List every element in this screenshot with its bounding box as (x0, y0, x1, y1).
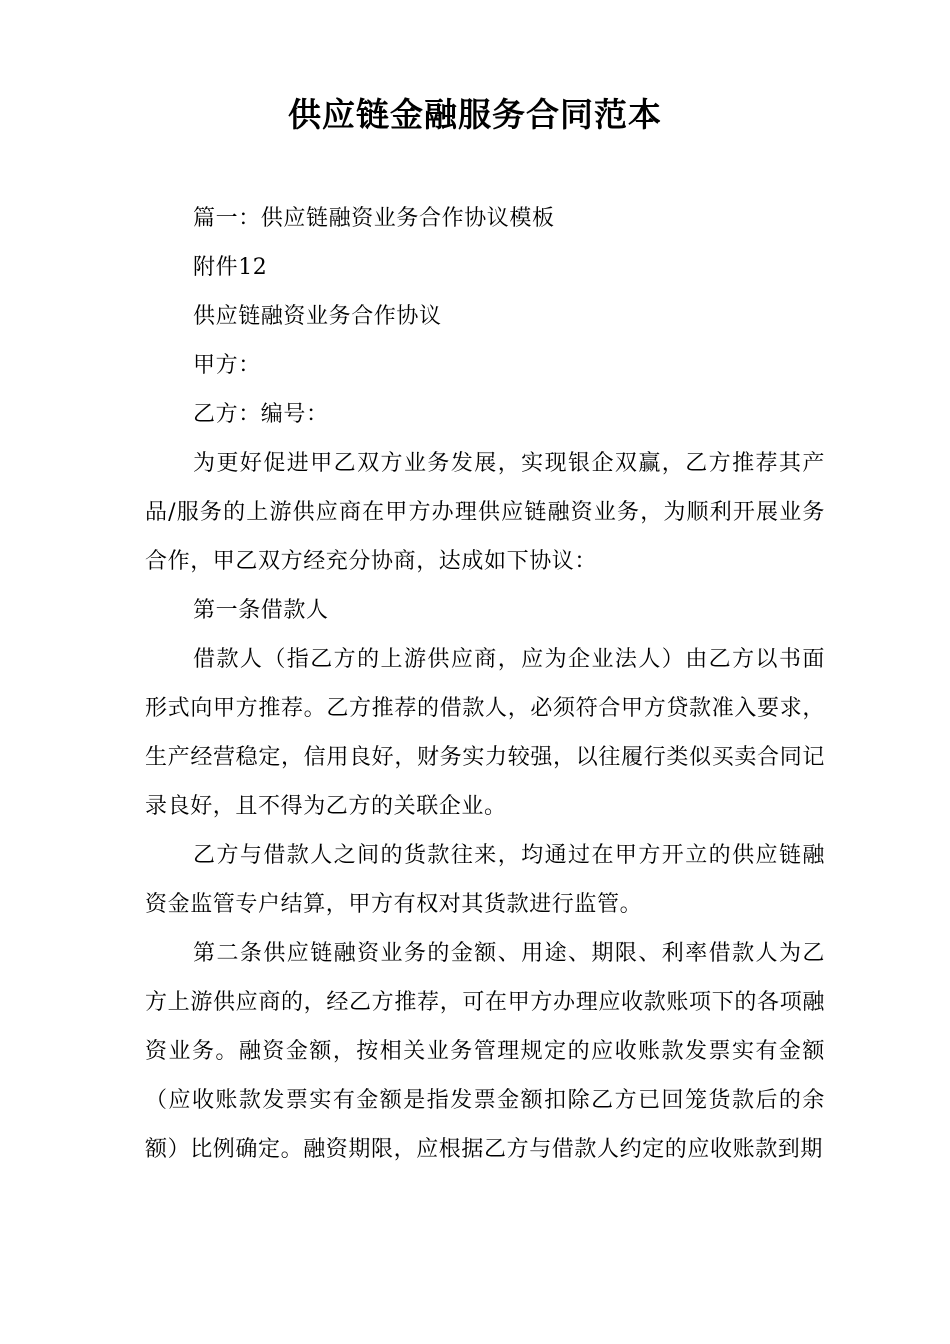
document-title: 供应链金融服务合同范本 (288, 95, 662, 134)
preamble-paragraph: 为更好促进甲乙双方业务发展，实现银企双赢，乙方推荐其产品/服务的上游供应商在甲方办理供应链融资业务，为顺利开展业务合作，甲乙双方经充分协商，达成如下协议： (145, 451, 825, 574)
settlement-paragraph: 乙方与借款人之间的货款往来，均通过在甲方开立的供应链融资金监管专户结算，甲方有权对其货款进行监管。 (145, 843, 825, 917)
section-heading: 篇一：供应链融资业务合作协议模板 (193, 206, 555, 231)
borrower-paragraph: 借款人（指乙方的上游供应商，应为企业法人）由乙方以书面形式向甲方推荐。乙方推荐的借款人，必须符合甲方贷款准入要求，生产经营稳定，信用良好，财务实力较强，以往履行类似买卖合同记录良好，且不得为乙方的关联企业。 (145, 647, 825, 819)
article-two-paragraph: 第二条供应链融资业务的金额、用途、期限、利率借款人为乙方上游供应商的，经乙方推荐，可在甲方办理应收款账项下的各项融资业务。融资金额，按相关业务管理规定的应收账款发票实有金额（应收账款发票实有金额是指发票金额扣除乙方已回笼货款后的余额）比例确定。融资期限，应根据乙方与借款人约定的应收账款到期 (145, 941, 825, 1162)
article-one-heading: 第一条借款人 (193, 598, 329, 623)
document-body (145, 194, 825, 1174)
party-b-line: 乙方：编号： (193, 402, 329, 427)
agreement-title: 供应链融资业务合作协议 (193, 304, 442, 329)
attachment-number: 附件12 (193, 255, 268, 280)
party-a-line: 甲方： (193, 353, 261, 378)
